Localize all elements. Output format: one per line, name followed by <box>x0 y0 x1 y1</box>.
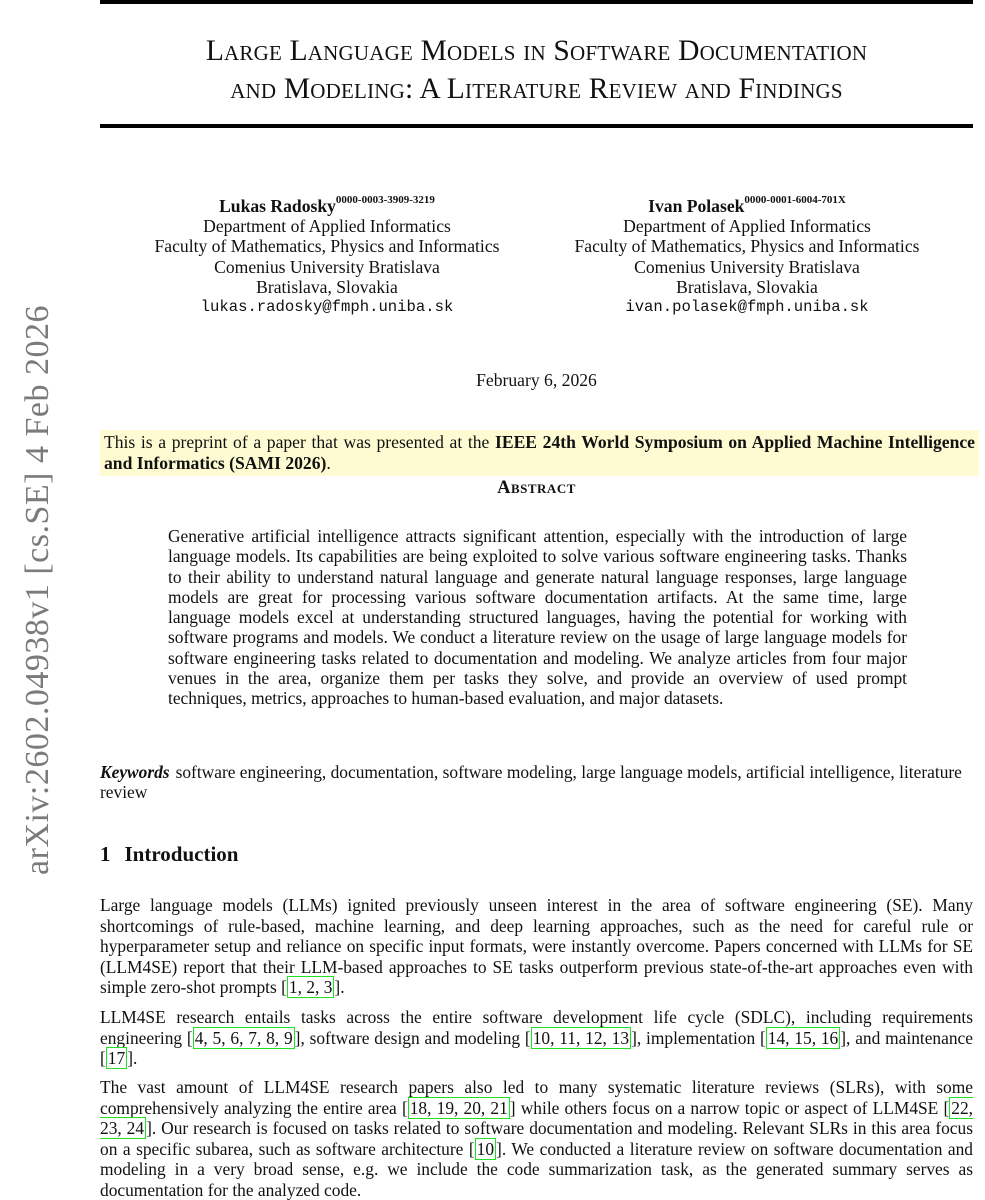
section-title: Introduction <box>124 842 239 866</box>
citation-link[interactable]: 22, 23, 24 <box>100 1097 974 1138</box>
author-department: Department of Applied Informatics <box>623 216 871 237</box>
paper-title <box>100 32 973 108</box>
keywords-label: Keywords <box>100 762 170 782</box>
citation-link[interactable]: 10 <box>476 1138 495 1159</box>
citation-link[interactable]: 14, 15, 16 <box>767 1027 839 1048</box>
paragraph-text: LLM4SE research entails tasks across the entire software development life cycle (SDLC), including requirements engineering <box>100 1007 973 1048</box>
paragraph-text: , software design and modeling <box>300 1027 525 1048</box>
paragraph-text: The vast amount of LLM4SE research papers also led to many systematic literature reviews (SLRs), with some comprehensively analyzing the entire area <box>100 1077 973 1118</box>
author-location: Bratislava, Slovakia <box>256 277 398 298</box>
title-line-2: and Modeling: A Literature Review and Findings <box>230 73 843 105</box>
preprint-venue: IEEE 24th World Symposium on Applied Machine Intelligence and Informatics (SAMI 2026) <box>104 432 975 473</box>
paragraph-text: . Our research is focused on tasks related to software documentation and modeling. Relevant SLRs in this area focus on a specific subarea, such as software architecture <box>100 1118 973 1159</box>
citation-link[interactable]: 10, 11, 12, 13 <box>532 1027 630 1048</box>
paragraph-text: . We conducted a literature review on software documentation and modeling in a very broad sense, e.g. we include the code summarization task, as the generated summary serves as documentation for the analyzed code. <box>100 1138 974 1200</box>
preprint-notice <box>100 430 979 476</box>
preprint-prefix: This is a preprint of a paper that was presented at the <box>104 432 495 452</box>
citation-link[interactable]: 4, 5, 6, 7, 8, 9 <box>194 1027 293 1048</box>
author-email[interactable]: ivan.polasek@fmph.uniba.sk <box>625 298 869 317</box>
author-block-2 <box>537 192 957 318</box>
abstract-heading: Abstract <box>497 478 576 498</box>
author-name: Lukas Radosky <box>219 195 336 216</box>
abstract-text: Generative artificial intelligence attracts significant attention, especially with the introduction of large language models. Its capabilities are being exploited to solve various software engineering tasks. Thanks to their ability to understand natural language and generate natural language responses, large language models are great for processing various software documentation artifacts. At the same time, large language models excel at understanding structured languages, having the potential for working with software programs and models. We conduct a literature review on the usage of large language models for software engineering tasks related to documentation and modeling. We analyze articles from four major venues in the area, organize them per tasks they solve, and provide an overview of used prompt techniques, metrics, approaches to human-based evaluation, and major datasets. <box>168 526 907 709</box>
paragraph-text: Large language models (LLMs) ignited previously unseen interest in the area of software engineering (SE). Many shortcomings of rule-based, machine learning, and deep learning approaches, such as the need for careful rule or hyperparameter setup and reliance on specific input formats, were instantly overcome. Papers concerned with LLMs for SE (LLM4SE) report that their LLM-based approaches to SE tasks outperform previous state-of-the-art approaches even with simple zero-shot prompts <box>100 895 973 997</box>
keywords <box>100 762 973 803</box>
author-email[interactable]: lukas.radosky@fmph.uniba.sk <box>200 298 454 317</box>
paragraph-text: , implementation <box>636 1027 760 1048</box>
paragraph-text: . <box>340 977 345 997</box>
section-number: 1 <box>100 842 111 866</box>
author-block-1 <box>117 192 537 318</box>
citation-link[interactable]: 18, 19, 20, 21 <box>409 1097 508 1118</box>
keywords-text: software engineering, documentation, software modeling, large language models, artificial intelligence, literature review <box>100 762 962 803</box>
top-rule <box>100 0 973 4</box>
author-faculty: Faculty of Mathematics, Physics and Informatics <box>154 236 500 257</box>
paragraph-text: . <box>132 1048 138 1068</box>
intro-paragraph-1: Large language models (LLMs) ignited previously unseen interest in the area of software engineering (SE). Many shortcomings of rule-based, machine learning, and deep learning approaches, such as the need for careful rule or hyperparameter setup and reliance on specific input formats, were instantly overcome. Papers concerned with LLMs for SE (LLM4SE) report that their LLM-based approaches to SE tasks outperform previous state-of-the-art approaches even with simple zero-shot prompts [ 1, 2, 3 ]. <box>100 895 973 997</box>
paper-date: February 6, 2026 <box>476 370 597 390</box>
paragraph-text: while others focus on a narrow topic or aspect of LLM4SE <box>515 1097 944 1118</box>
author-name: Ivan Polasek <box>648 195 745 216</box>
arxiv-identifier: arXiv:2602.04938v1 [cs.SE] 4 Feb 2026 <box>19 304 56 876</box>
orcid-link[interactable]: 0000-0003-3909-3219 <box>335 194 435 206</box>
citation-link[interactable]: 17 <box>107 1048 126 1068</box>
intro-paragraph-3: The vast amount of LLM4SE research papers also led to many systematic literature reviews (SLRs), with some comprehensively analyzing the entire area [ 18, 19, 20, 21 ] while others focus on a narrow topic or aspect of LLM4SE [ 22, 23, 24 ]. Our research is focused on tasks related to software documentation and modeling. Relevant SLRs in this area focus on a specific subarea, such as software architecture [ 10 ]. We conducted a literature review on software documentation and modeling in a very broad sense, e.g. we include the code summarization task, as the generated summary serves as documentation for the analyzed code. <box>100 1077 974 1200</box>
intro-paragraph-2: LLM4SE research entails tasks across the entire software development life cycle (SDLC), including requirements engineering [ 4, 5, 6, 7, 8, 9 ], software design and modeling [ 10, 11, 12, 13 ], implementation [ 14, 15, 16 ], and maintenance [ 17 ]. <box>100 1007 973 1068</box>
paragraph-text: , and maintenance <box>846 1027 973 1048</box>
section-heading <box>100 842 238 867</box>
orcid-link[interactable]: 0000-0001-6004-701X <box>744 194 846 206</box>
preprint-suffix: . <box>326 453 331 473</box>
author-faculty: Faculty of Mathematics, Physics and Informatics <box>574 236 920 257</box>
title-line-1: Large Language Models in Software Documentation <box>205 35 868 67</box>
author-university: Comenius University Bratislava <box>634 256 860 277</box>
citation-link[interactable]: 1, 2, 3 <box>288 977 333 997</box>
author-location: Bratislava, Slovakia <box>676 277 818 298</box>
author-department: Department of Applied Informatics <box>203 216 451 237</box>
author-university: Comenius University Bratislava <box>214 256 440 277</box>
bottom-rule <box>100 124 973 128</box>
